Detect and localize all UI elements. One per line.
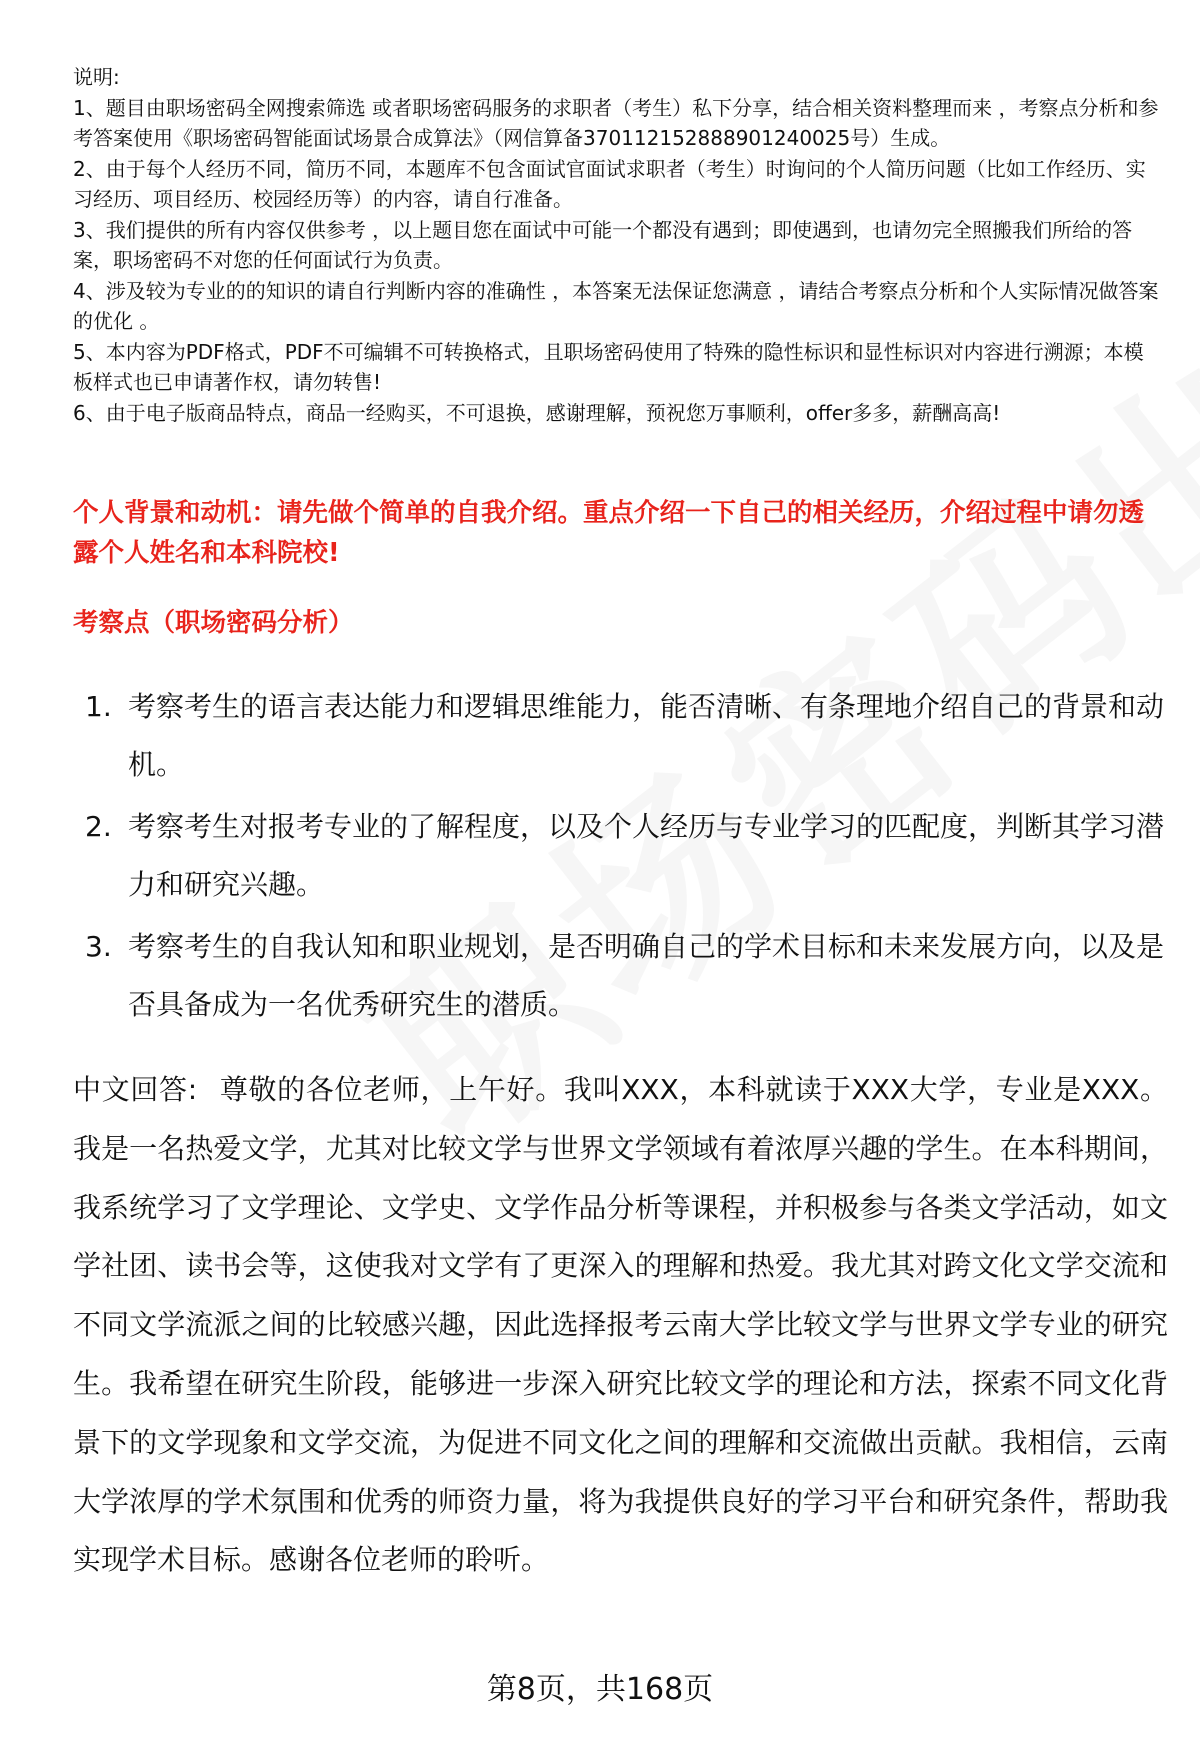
answer-paragraph bbox=[73, 1061, 1168, 1590]
point-number: 2. bbox=[85, 810, 112, 843]
notes-item-4: 4、涉及较为专业的的知识的请自行判断内容的准确性 ，本答案无法保证您满意 ，请结合考察点分析和个人实际情况做答案的优化 。 bbox=[73, 278, 1159, 333]
interview-question: 个人背景和动机：请先做个简单的自我介绍。重点介绍一下自己的相关经历，介绍过程中请勿透露个人姓名和本科院校! bbox=[73, 498, 1145, 568]
notes-item-3: 3、我们提供的所有内容仅供参考 ，以上题目您在面试中可能一个都没有遇到；即使遇到，也请勿完全照搬我们所给的答案，职场密码不对您的任何面试行为负责。 bbox=[73, 217, 1133, 272]
notes-item-1: 1、题目由职场密码全网搜索筛选 或者职场密码服务的求职者（考生）私下分享，结合相关资料整理而来 ，考察点分析和参考答案使用《职场密码智能面试场景合成算法》（网信算备370112152888901240025号）生成。 bbox=[73, 95, 1159, 150]
point-text: 考察考生的自我认知和职业规划，是否明确自己的学术目标和未来发展方向，以及是否具备成为一名优秀研究生的潜质。 bbox=[128, 930, 1165, 1021]
analysis-point bbox=[73, 918, 1168, 1034]
point-text: 考察考生的语言表达能力和逻辑思维能力，能否清晰、有条理地介绍自己的背景和动机。 bbox=[128, 690, 1165, 781]
notes-item-5: 5、本内容为PDF格式，PDF不可编辑不可转换格式，且职场密码使用了特殊的隐性标识和显性标识对内容进行溯源；本模板样式也已申请著作权，请勿转售! bbox=[73, 339, 1144, 394]
answer-label: 中文回答: bbox=[73, 1073, 198, 1106]
analysis-point bbox=[73, 678, 1168, 794]
point-text: 考察考生对报考专业的了解程度，以及个人经历与专业学习的匹配度，判断其学习潜力和研究兴趣。 bbox=[128, 810, 1165, 901]
point-number: 3. bbox=[85, 930, 112, 963]
answer-text: 尊敬的各位老师，上午好。我叫XXX，本科就读于XXX大学，专业是XXX。我是一名热爱文学，尤其对比较文学与世界文学领域有着浓厚兴趣的学生。在本科期间，我系统学习了文学理论、文学史、文学作品分析等课程，并积极参与各类文学活动，如文学社团、读书会等，这使我对文学有了更深入的理解和热爱。我尤其对跨文化文学交流和不同文学流派之间的比较感兴趣，因此选择报考云南大学比较文学与世界文学专业的研究生。我希望在研究生阶段，能够进一步深入研究比较文学的理论和方法，探索不同文化背景下的文学现象和文学交流，为促进不同文化之间的理解和交流做出贡献。我相信，云南大学浓厚的学术氛围和优秀的师资力量，将为我提供良好的学习平台和研究条件，帮助我实现学术目标。感谢各位老师的聆听。 bbox=[73, 1073, 1169, 1577]
page-number: 第8页，共168页 bbox=[486, 1672, 714, 1707]
notes-heading: 说明: bbox=[73, 65, 120, 89]
analysis-points bbox=[73, 678, 1168, 1038]
disclaimer-notes bbox=[73, 62, 1163, 428]
notes-item-2: 2、由于每个人经历不同，简历不同，本题库不包含面试官面试求职者（考生）时询问的个人简历问题（比如工作经历、实习经历、项目经历、校园经历等）的内容，请自行准备。 bbox=[73, 156, 1146, 211]
analysis-title: 考察点（职场密码分析） bbox=[73, 608, 354, 638]
point-number: 1. bbox=[85, 690, 112, 723]
analysis-point bbox=[73, 798, 1168, 914]
notes-item-6: 6、由于电子版商品特点，商品一经购买，不可退换，感谢理解，预祝您万事顺利，offer多多，薪酬高高! bbox=[73, 400, 1001, 425]
